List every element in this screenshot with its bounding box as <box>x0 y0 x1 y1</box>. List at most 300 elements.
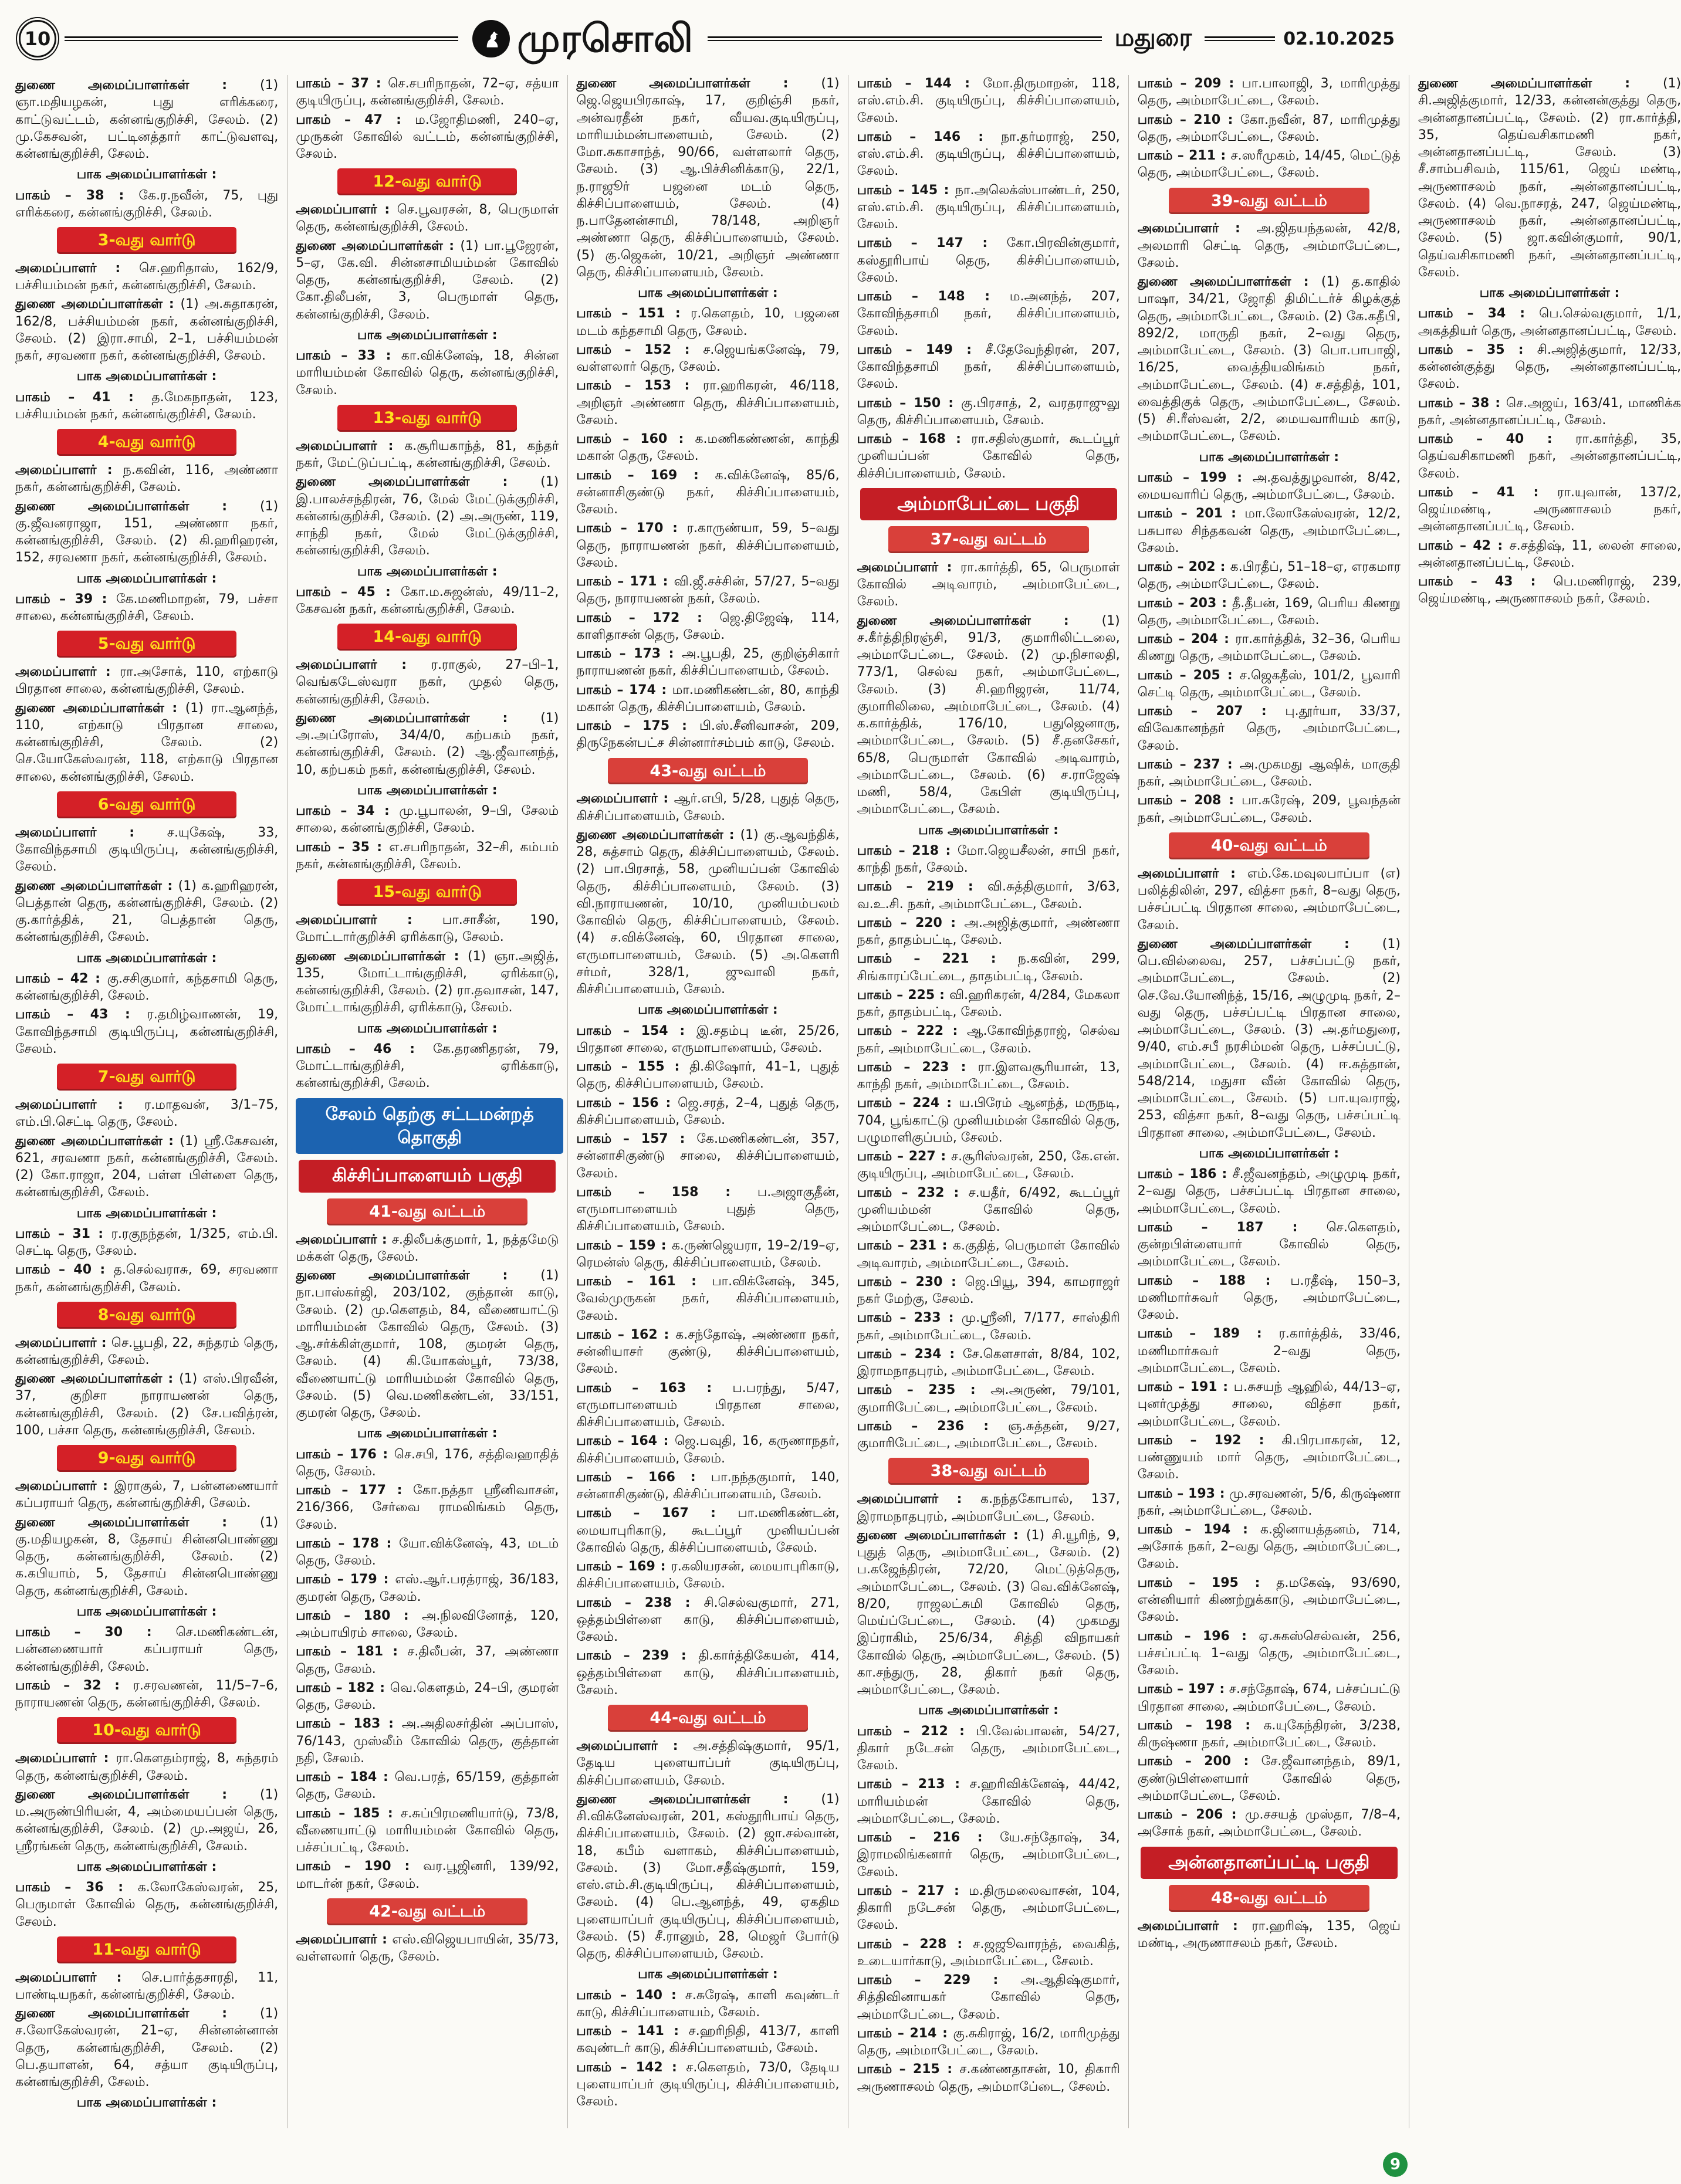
paragraph: அமைப்பாளர் : ரா.ஹரிஷ், 135, ஜெய் மண்டி, அருணாசலம் நகர், சேலம். <box>1137 1918 1401 1951</box>
paragraph: பாகம் – 148 : ம.அனந்த், 207, கோவிந்தசாமி நகர், கிச்சிப்பாளையம், சேலம். <box>857 289 1120 338</box>
paragraph: பாகம் – 205 : ச.ஜெகதீஸ், 101/2, பூவாரி செட்டி தெரு, அம்மாபேட்டை, சேலம். <box>1137 668 1401 700</box>
paragraph-label: துணை அமைப்பாளர்கள் : <box>15 1515 261 1530</box>
paragraph-label: அமைப்பாளர் : <box>296 1932 393 1947</box>
page-number-top: 10 <box>19 20 56 57</box>
paragraph: பாகம் – 238 : சி.செல்வகுமார், 271, ஒத்தம்பிள்ளை காடு, கிச்சிப்பாளையம், சேலம். <box>576 1595 840 1645</box>
paragraph-label: அமைப்பாளர் : <box>296 1232 392 1247</box>
paragraph: பாகம் – 191 : ப.சுசயந் ஆஹில், 44/13–ஏ, புனர்முத்து சாலை, வித்சா நகர், அம்மாபேட்டை, சேலம். <box>1137 1380 1401 1429</box>
paragraph-label: பாகம் – 209 : <box>1137 76 1242 91</box>
paragraph: பாகம் – 172 : ஜெ.திஜேஷ், 114, காளிதாசன் தெரு, சேலம். <box>576 610 840 642</box>
subsection-label: பாக அமைப்பாளர்கள் : <box>76 167 217 182</box>
paragraph-label: பாகம் – 237 : <box>1137 757 1240 772</box>
paragraph: அமைப்பாளர் : செ.பூவரசன், 8, பெருமாள் தெரு, கன்னங்குறிச்சி, சேலம். <box>296 202 559 235</box>
header-rule-middle <box>708 36 1101 41</box>
paragraph-label: பாகம் – 223 : <box>857 1059 978 1075</box>
paragraph: பாகம் – 160 : க.மணிகண்ணன், காந்தி மகான் தெரு, சேலம். <box>576 432 840 464</box>
paragraph-label: பாகம் – 38 : <box>1418 395 1507 411</box>
paragraph-label: பாகம் – 202 : <box>1137 560 1230 575</box>
paragraph-label: பாகம் – 148 : <box>857 289 1010 304</box>
paragraph-label: பாகம் – 213 : <box>857 1777 970 1792</box>
paragraph: பாகம் – 141 : ச.ஹரிநிதி, 413/7, காளி கவுண்டர் காடு, கிச்சிப்பாளையம், சேலம். <box>576 2024 840 2056</box>
paragraph: துணை அமைப்பாளர்கள் : (1) கு.ஆவந்திக், 28, சுத்சாம் தெரு, கிச்சிப்பாளையம், சேலம். (2) பா.பிரசாத், 58, முனியப்பன் கோவில் தெரு, கிச்சிப்பாளையம், சேலம். (3) வி.நாராயணன், 10/10, முனியம்பலம் கோவில் தெரு, கிச்சிப்பாளையம், சேலம். (4) ச.விக்னேஷ், 60, பிரதான சாலை, எருமாபாளையம், சேலம். (5) அ.கெளரி சர்மர், 328/1, ஜுவாலி நகர், கிச்சிப்பாளையம், சேலம். <box>576 827 840 997</box>
paragraph-label: அமைப்பாளர் : <box>1137 221 1257 236</box>
paragraph: பாகம் – 145 : நா.அலெக்ஸ்பாண்டர், 250, எஸ்.எம்.சி. குடியிருப்பு, கிச்சிப்பாளையம், சேலம். <box>857 182 1120 232</box>
paragraph-label: பாகம் – 40 : <box>15 1262 114 1278</box>
paragraph-label: பாகம் – 32 : <box>15 1678 133 1693</box>
paragraph: அமைப்பாளர் : க.நந்தகோபால், 137, இராமநாதபுரம், அம்மாபேட்டை, சேலம். <box>857 1492 1120 1524</box>
subsection-label: பாக அமைப்பாளர்கள் : <box>357 1021 498 1036</box>
paragraph-label: பாகம் – 155 : <box>576 1059 690 1075</box>
paragraph: பாகம் – 174 : மா.மணிகண்டன், 80, காந்தி மகான் தெரு, கிச்சிப்பாளையம், சேலம். <box>576 682 840 715</box>
paragraph: பாகம் – 194 : க.ஜினாயத்தனம், 714, அசோக் நகர், 2–வது தெரு, அம்மாபேட்டை, சேலம். <box>1137 1522 1401 1572</box>
paragraph: துணை அமைப்பாளர்கள் : (1) எஸ்.பிரவீன், 37, குறிசா நாராயணன் தெரு, கன்னங்குறிச்சி, சேலம். (2) சே.பவித்ரன், 100, பச்சா தெரு, கன்னங்குறிச்சி, சேலம். <box>15 1372 279 1438</box>
paragraph-label: பாகம் – 170 : <box>576 521 687 536</box>
paragraph: பாகம் – 153 : ரா.ஹரிகரன், 46/118, அறிஞர் அண்ணா தெரு, கிச்சிப்பாளையம், சேலம். <box>576 378 840 428</box>
paragraph-label: பாகம் – 224 : <box>857 1096 959 1111</box>
paragraph: பாகம் – 203 : தீ.தீபன், 169, பெரிய கிணறு தெரு, அம்மாபேட்டை, சேலம். <box>1137 595 1401 628</box>
paragraph: துணை அமைப்பாளர்கள் : (1) ஸ்ரீ.கேசவன், 621, சரவணா நகர், கன்னங்குறிச்சி, சேலம். (2) கோ.ராஜா, 204, பள்ள பிள்ளை தெரு, கன்னங்குறிச்சி, சேலம். <box>15 1133 279 1200</box>
ward-header: 14-வது வார்டு <box>337 624 517 651</box>
paragraph-label: பாகம் – 166 : <box>576 1469 711 1485</box>
paragraph: பாகம் – 197 : ச.சந்தோஷ், 674, பச்சப்பட்டு பிரதான சாலை, அம்மாபேட்டை, சேலம். <box>1137 1682 1401 1714</box>
paragraph-label: பாகம் – 151 : <box>576 306 691 321</box>
paragraph: பாகம் – 193 : மு.சரவணன், 5/6, கிருஷ்ணா நகர், அம்மாபேட்டை, சேலம். <box>1137 1486 1401 1518</box>
paragraph-label: பாகம் – 163 : <box>576 1380 733 1396</box>
paragraph: பாகம் – 220 : அ.அஜித்குமார், அண்ணா நகர், தாதம்பட்டி, சேலம். <box>857 915 1120 948</box>
paragraph-label: பாகம் – 215 : <box>857 2062 960 2077</box>
circle-header: 42-வது வட்டம் <box>327 1898 527 1925</box>
paragraph: பாகம் – 154 : இ.சதம்பு டீன், 25/26, பிரதான சாலை, எருமாபாளையம், சேலம். <box>576 1023 840 1055</box>
paragraph-label: பாகம் – 181 : <box>296 1644 408 1660</box>
paragraph-label: பாகம் – 191 : <box>1137 1380 1234 1395</box>
paragraph-label: பாகம் – 197 : <box>1137 1682 1229 1697</box>
paragraph-label: துணை அமைப்பாளர்கள் : <box>296 238 461 253</box>
paragraph: பாகம் – 150 : கு.பிரசாத், 2, வரதராஜுலு தெரு, கிச்சிப்பாளையம், சேலம். <box>857 395 1120 428</box>
paragraph: பாகம் – 158 : ப.அஜாகுதீன், எருமாபாளையம் புதுத் தெரு, கிச்சிப்பாளையம், சேலம். <box>576 1184 840 1234</box>
subsection-label: பாக அமைப்பாளர்கள் : <box>76 1604 217 1619</box>
paragraph: பாகம் – 167 : பா.மணிகண்டன், மையாபுரிகாடு, கூடப்பூர் முனியப்பன் கோவில் தெரு, கிச்சிப்பாளையம், சேலம். <box>576 1506 840 1555</box>
paragraph-label: பாகம் – 182 : <box>296 1680 390 1695</box>
paragraph-label: துணை அமைப்பாளர்கள் : <box>15 78 261 93</box>
paragraph-label: துணை அமைப்பாளர்கள் : <box>15 2006 261 2022</box>
paragraph-label: பாகம் – 39 : <box>15 591 116 607</box>
paragraph-label: பாகம் – 193 : <box>1137 1486 1230 1501</box>
paragraph-label: அமைப்பாளர் : <box>296 658 431 673</box>
paragraph: பாகம் – 188 : ப.ரதீஷ், 150–3, மணிமார்சுவர் தெரு, அம்மாபேட்டை, சேலம். <box>1137 1273 1401 1323</box>
paragraph-label: பாகம் – 146 : <box>857 129 1002 144</box>
paragraph: பாகம் – 43 : ர.தமிழ்வாணன், 19, கோவிந்தசாமி குடியிருப்பு, கன்னங்குறிச்சி, சேலம். <box>15 1007 279 1057</box>
paragraph: பாகம் – 180 : அ.நிலவினோத், 120, அம்பாயிரம் சாலை, சேலம். <box>296 1608 559 1641</box>
paragraph-label: பாகம் – 41 : <box>15 390 152 405</box>
paragraph-label: பாகம் – 227 : <box>857 1149 951 1164</box>
paragraph: பாகம் – 179 : எஸ்.ஆர்.பரத்ராஜ், 36/183, குமரன் தெரு, சேலம். <box>296 1572 559 1604</box>
paragraph-label: பாகம் – 221 : <box>857 952 1018 967</box>
paragraph-label: துணை அமைப்பாளர்கள் : <box>576 76 821 91</box>
paragraph-label: பாகம் – 204 : <box>1137 632 1236 647</box>
edition-name: மதுரை <box>1114 22 1192 52</box>
paragraph-label: பாகம் – 43 : <box>1418 574 1554 589</box>
subsection-label: பாக அமைப்பாளர்கள் : <box>357 783 498 798</box>
paragraph: பாகம் – 183 : அ.அதிலசர்தின் அப்பாஸ், 76/143, முஸ்லீம் கோவில் தெரு, குத்தான் நதி, சேலம். <box>296 1716 559 1766</box>
paragraph-label: பாகம் – 211 : <box>1137 148 1231 163</box>
paragraph: பாகம் – 224 : ய.பிரேம் ஆனந்த், மருநடி, 704, பூங்காட்டு முனியம்மன் கோவில் தெரு, பழுமாளிகுப்பம், சேலம். <box>857 1096 1120 1145</box>
paragraph-label: பாகம் – 47 : <box>296 112 415 127</box>
news-columns <box>15 75 1681 2128</box>
masthead-title: முரசொலி <box>517 16 694 61</box>
paragraph-label: அமைப்பாளர் : <box>1137 866 1247 881</box>
paragraph: பாகம் – 159 : க.ருண்ஜெயரா, 19–2/19–ஏ, ரெமன்ஸ் தெரு, கிச்சிப்பாளையம், சேலம். <box>576 1238 840 1270</box>
paragraph-label: துணை அமைப்பாளர்கள் : <box>576 1792 821 1807</box>
paragraph: துணை அமைப்பாளர்கள் : (1) சி.யூரிந், 9, புதுத் தெரு, அம்மாபேட்டை, சேலம். (2) ப.கஜேந்திரன், 72/20, மெட்டுத்தெரு, அம்மாபேட்டை, சேலம். (3) வெ.விக்னேஷ், 8/20, ராஜலட்சுமி கோவில் தெரு, மெய்ப்பேட்டை, சேலம். (4) முகமது இப்ராகிம், 25/6/34, சித்தி விநாயகர் கோவில் தெரு, அம்மாபேட்டை, சேலம். (5) கா.சந்துரு, 28, திகார் நகர் தெரு, அம்மாபேட்டை, சேலம். <box>857 1528 1120 1698</box>
paragraph: பாகம் – 196 : ஏ.சுகஸ்செல்வன், 256, பச்சப்பட்டி 1–வது தெரு, அம்மாபேட்டை, சேலம். <box>1137 1628 1401 1678</box>
paragraph: அமைப்பாளர் : அ.ஜிதயந்தலன், 42/8, அலமாரி செட்டி தெரு, அம்மாபேட்டை, சேலம். <box>1137 221 1401 270</box>
paragraph-label: துணை அமைப்பாளர்கள் : <box>15 1133 180 1149</box>
circle-header: 48-வது வட்டம் <box>1169 1885 1369 1912</box>
paragraph-label: பாகம் – 142 : <box>576 2060 686 2075</box>
paragraph: அமைப்பாளர் : ர.மாதவன், 3/1–75, எம்.பி.செட்டி தெரு, சேலம். <box>15 1098 279 1130</box>
paragraph-label: பாகம் – 199 : <box>1137 470 1253 485</box>
paragraph-label: பாகம் – 144 : <box>857 76 983 91</box>
paragraph: பாகம் – 190 : வர.பூஜினரி, 139/92, மாடர்ன் நகர், சேலம். <box>296 1859 559 1891</box>
paragraph: பாகம் – 38 : செ.அஜய், 163/41, மாணிக்க நகர், அன்னதானப்பட்டி, சேலம். <box>1418 395 1681 428</box>
paragraph: பாகம் – 214 : கு.சுகிராஜ், 16/2, மாரிமுத்து தெரு, அம்மாபேட்டை, சேலம். <box>857 2026 1120 2058</box>
paragraph: பாகம் – 189 : ர.கார்த்திக், 33/46, மணிமார்சுவர் 2–வது தெரு, அம்மாபேட்டை, சேலம். <box>1137 1326 1401 1376</box>
region-header: அம்மாபேட்டை பகுதி <box>860 488 1117 520</box>
ward-header: 9-வது வார்டு <box>57 1445 236 1472</box>
subsection-label: பாக அமைப்பாளர்கள் : <box>638 286 778 300</box>
paragraph-label: பாகம் – 150 : <box>857 395 962 411</box>
paragraph: பாகம் – 222 : ஆ.கோவிந்தராஜ், செல்வ நகர், அம்மாபேட்டை, சேலம். <box>857 1024 1120 1056</box>
paragraph-label: பாகம் – 41 : <box>1418 485 1558 500</box>
paragraph: பாகம் – 202 : க.பிரதீப், 51–18–ஏ, எரகமார தெரு, அம்மாபேட்டை, சேலம். <box>1137 560 1401 592</box>
paragraph: பாகம் – 198 : க.யுகேந்திரன், 3/238, கிருஷ்ணா நகர், அம்மாபேட்டை, சேலம். <box>1137 1718 1401 1750</box>
paragraph-label: பாகம் – 156 : <box>576 1095 678 1110</box>
paragraph-label: பாகம் – 190 : <box>296 1859 424 1874</box>
paragraph-label: அமைப்பாளர் : <box>15 1335 111 1350</box>
paragraph: அமைப்பாளர் : எஸ்.விஜெயபாயின், 35/73, வள்ளலார் தெரு, சேலம். <box>296 1932 559 1964</box>
subsection-label: பாக அமைப்பாளர்கள் : <box>1199 449 1340 465</box>
paragraph: பாகம் – 161 : பா.விக்னேஷ், 345, வேல்முருகன் நகர், கிச்சிப்பாளையம், சேலம். <box>576 1274 840 1323</box>
paragraph: பாகம் – 40 : ரா.கார்த்தி, 35, தெய்வசிகாமணி நகர், அன்னதானப்பட்டி, சேலம். <box>1418 432 1681 481</box>
paragraph-label: பாகம் – 232 : <box>857 1185 969 1200</box>
paragraph-label: பாகம் – 203 : <box>1137 595 1233 611</box>
paragraph: அமைப்பாளர் : ர.ராகுல், 27–பி–1, வெங்கடேஸ்வரா நகர், முதல் தெரு, கன்னங்குறிச்சி, சேலம். <box>296 658 559 707</box>
paragraph-label: பாகம் – 201 : <box>1137 506 1245 522</box>
paragraph: பாகம் – 163 : ப.பரந்து, 5/47, எருமாபாளையம் பிரதான சாலை, கிச்சிப்பாளையம், சேலம். <box>576 1380 840 1430</box>
paragraph: பாகம் – 187 : செ.கௌதம், குன்றபிள்ளையார் கோவில் தெரு, அம்மாபேட்டை, சேலம். <box>1137 1220 1401 1269</box>
paragraph-label: பாகம் – 219 : <box>857 879 987 895</box>
paragraph: பாகம் – 199 : அ.தவத்துழவான், 8/42, மையவாரிப் தெரு, அம்மாபேட்டை, சேலம். <box>1137 470 1401 503</box>
paragraph: பாகம் – 209 : பா.பாலாஜி, 3, மாரிமுத்து தெரு, அம்மாபேட்டை, சேலம். <box>1137 76 1401 109</box>
paragraph-label: பாகம் – 208 : <box>1137 793 1242 808</box>
paragraph: பாகம் – 219 : வி.சுத்திகுமார், 3/63, வ.உ.சி. நகர், அம்மாபேட்டை, சேலம். <box>857 879 1120 912</box>
subsection-label: பாக அமைப்பாளர்கள் : <box>76 369 217 384</box>
subsection-label: பாக அமைப்பாளர்கள் : <box>357 1426 498 1441</box>
paragraph: பாகம் – 170 : ர.காருண்யா, 59, 5–வது தெரு, நாராயணன் நகர், கிச்சிப்பாளையம், சேலம். <box>576 521 840 570</box>
paragraph-label: அமைப்பாளர் : <box>15 665 120 680</box>
ward-header: 10-வது வார்டு <box>57 1717 236 1744</box>
subsection-label: பாக அமைப்பாளர்கள் : <box>357 327 498 343</box>
paragraph-label: துணை அமைப்பாளர்கள் : <box>1418 76 1663 91</box>
paragraph-label: பாகம் – 187 : <box>1137 1220 1327 1235</box>
circle-header: 39-வது வட்டம் <box>1169 188 1369 215</box>
paragraph-label: பாகம் – 153 : <box>576 378 703 394</box>
paragraph: பாகம் – 207 : பு.தூர்யா, 33/37, விவேகானந்தர் தெரு, அம்மாபேட்டை, சேலம். <box>1137 704 1401 753</box>
issue-date: 02.10.2025 <box>1283 28 1395 49</box>
paragraph-label: பாகம் – 218 : <box>857 843 958 858</box>
paragraph: அமைப்பாளர் : செ.பூபதி, 22, சுந்தரம் தெரு, கன்னங்குறிச்சி, சேலம். <box>15 1335 279 1367</box>
paragraph: துணை அமைப்பாளர்கள் : (1) சி.விக்னேஸ்வரன், 201, கஸ்தூரிபாய் தெரு, கிச்சிப்பாளையம், சேலம். (2) ஜா.சல்வான், 18, கபீம் வளாகம், கிச்சிப்பாளையம், சேலம். (3) மோ.சதீஷ்குமார், 159, எஸ்.எம்.சி.குடியிருப்பு, கிச்சிப்பாளையம், சேலம். (4) பெ.ஆனந்த், 49, ஏகதிம புளையாப்பர் குடியிருப்பு, கிச்சிப்பாளையம், சேலம். (5) சீ.ரானும், 28, மெஜர் போர்டு தெரு, கிச்சிப்பாளையம், சேலம். <box>576 1792 840 1962</box>
paragraph-label: பாகம் – 157 : <box>576 1132 697 1147</box>
paragraph: துணை அமைப்பாளர்கள் : (1) ச.கீர்த்திநிரஞ்சி, 91/3, குமாரிலிட்டலை, அம்மாபேட்டை, சேலம். (2) மு.நிசாலதி, 773/1, செல்வ நகர், அம்மாபேட்டை, சேலம். (3) சி.ஹரிஜரன், 11/74, குமாரிலிலை, அம்மாபேட்டை, சேலம். (4) க.கார்த்திக், 176/10, பதுஜெனாரு, அம்மாபேட்டை, சேலம். (5) சீ.தனசேகர், 65/8, பெருமாள் கோவில் அடிவாரம், அம்மாபேட்டை, சேலம். (6) ச.ராஜேஷ் மணி, 58/4, கேபிள் குடியிருப்பு, அம்மாபேட்டை, சேலம். <box>857 613 1120 817</box>
paragraph-label: பாகம் – 33 : <box>296 348 401 364</box>
paragraph: பாகம் – 38 : கே.ர.நவீன், 75, புது எரிக்கரை, கன்னங்குறிச்சி, சேலம். <box>15 188 279 220</box>
paragraph-label: பாகம் – 158 : <box>576 1184 757 1200</box>
paragraph-label: அமைப்பாளர் : <box>576 791 674 807</box>
paragraph: அமைப்பாளர் : செ.ஹரிதாஸ், 162/9, பச்சியம்மன் நகர், கன்னங்குறிச்சி, சேலம். <box>15 260 279 293</box>
paragraph-label: துணை அமைப்பாளர்கள் : <box>15 1787 261 1802</box>
paragraph-label: பாகம் – 225 : <box>857 987 949 1003</box>
paragraph-label: பாகம் – 164 : <box>576 1434 675 1449</box>
ward-header: 7-வது வார்டு <box>57 1064 236 1091</box>
paragraph: பாகம் – 239 : தி.கார்த்திகேயன், 414, ஒத்தம்பிள்ளை காடு, கிச்சிப்பாளையம், சேலம். <box>576 1648 840 1698</box>
circle-header: 38-வது வட்டம் <box>888 1458 1089 1485</box>
paragraph-label: பாகம் – 231 : <box>857 1238 953 1254</box>
paragraph-label: பாகம் – 194 : <box>1137 1522 1260 1538</box>
subsection-label: பாக அமைப்பாளர்கள் : <box>76 571 217 586</box>
paragraph-label: அமைப்பாளர் : <box>15 1479 114 1494</box>
paragraph-label: பாகம் – 160 : <box>576 432 695 446</box>
paragraph-label: அமைப்பாளர் : <box>15 825 167 840</box>
masthead-group <box>466 16 699 61</box>
paragraph-label: துணை அமைப்பாளர்கள் : <box>15 499 261 514</box>
paragraph-label: பாகம் – 238 : <box>576 1595 704 1610</box>
paragraph: பாகம் – 221 : ந.கவின், 299, சிங்காரப்பேட்டை, தாதம்பட்டி, சேலம். <box>857 952 1120 984</box>
paragraph: பாகம் – 40 : த.செல்வராசு, 69, சரவணா நகர், கன்னங்குறிச்சி, சேலம். <box>15 1262 279 1295</box>
paragraph-label: பாகம் – 192 : <box>1137 1433 1282 1448</box>
paragraph-label: பாகம் – 172 : <box>576 610 720 625</box>
paragraph-label: பாகம் – 207 : <box>1137 704 1286 719</box>
paragraph: பாகம் – 142 : ச.கௌதம், 73/0, தேடிய புளையாப்பர் குடியிருப்பு, கிச்சிப்பாளையம், சேலம். <box>576 2060 840 2109</box>
paragraph: பாகம் – 213 : ச.ஹரிவிக்னேஷ், 44/42, மாரியம்மன் கோவில் தெரு, அம்மாபேட்டை, சேலம். <box>857 1777 1120 1826</box>
paragraph-label: பாகம் – 228 : <box>857 1936 973 1952</box>
paragraph-label: பாகம் – 196 : <box>1137 1628 1259 1644</box>
paragraph: பாகம் – 151 : ர.கௌதம், 10, பஜனை மடம் கந்தசாமி தெரு, சேலம். <box>576 306 840 338</box>
paragraph-label: துணை அமைப்பாளர்கள் : <box>15 878 178 893</box>
paragraph: பாகம் – 231 : க.குதித், பெருமாள் கோவில் அடிவாரம், அம்மாபேட்டை, சேலம். <box>857 1238 1120 1271</box>
paragraph-label: பாகம் – 179 : <box>296 1572 395 1587</box>
paragraph: அமைப்பாளர் : ரா.கார்த்தி, 65, பெருமாள் கோவில் அடிவாரம், அம்மாபேட்டை, சேலம். <box>857 560 1120 610</box>
paragraph-label: துணை அமைப்பாளர்கள் : <box>15 1372 180 1387</box>
paragraph: பாகம் – 206 : மு.சசயத் முஸ்தா, 7/8–4, அசோக் நகர், அம்மாபேட்டை, சேலம். <box>1137 1807 1401 1840</box>
paragraph: பாகம் – 37 : செ.சபரிநாதன், 72–ஏ, சத்யா குடியிருப்பு, கன்னங்குறிச்சி, சேலம். <box>296 76 559 109</box>
paragraph-label: பாகம் – 31 : <box>15 1226 111 1241</box>
subsection-label: பாக அமைப்பாளர்கள் : <box>76 1206 217 1221</box>
paragraph-label: பாகம் – 34 : <box>296 804 400 819</box>
paragraph: அமைப்பாளர் : க.சூரியகாந்த், 81, கந்தர் நகர், மேட்டுப்பட்டி, கன்னங்குறிச்சி, சேலம். <box>296 438 559 471</box>
paragraph-label: பாகம் – 220 : <box>857 915 965 930</box>
paragraph: அமைப்பாளர் : ரா.கௌதம்ராஜ், 8, சுந்தரம் தெரு, கன்னங்குறிச்சி, சேலம். <box>15 1751 279 1783</box>
constituency-header: சேலம் தெற்கு சட்டமன்றத் தொகுதி <box>296 1098 563 1154</box>
paragraph-label: பாகம் – 46 : <box>296 1041 433 1057</box>
paragraph: பாகம் – 223 : ரா.இளவசூரியான், 13, காந்தி நகர், அம்மாபேட்டை, சேலம். <box>857 1059 1120 1092</box>
paragraph: பாகம் – 47 : ம.ஜோதிமணி, 240–ஏ, முருகன் கோவில் வட்டம், கன்னங்குறிச்சி, சேலம். <box>296 112 559 161</box>
paragraph: பாகம் – 157 : கே.மணிகண்டன், 357, சன்னாசிகுண்டு சாலை, கிச்சிப்பாளையம், சேலம். <box>576 1132 840 1181</box>
paragraph-label: பாகம் – 180 : <box>296 1608 422 1623</box>
paragraph: பாகம் – 185 : ச.சுப்பிரமணியார்டு, 73/8, வீணையாட்டு மாரியம்மன் கோவில் தெரு, பச்சப்பட்டி, சேலம். <box>296 1806 559 1855</box>
paragraph: அமைப்பாளர் : ச.திலீபக்குமார், 1, நத்தமேடு மக்கள் தெரு, சேலம். <box>296 1232 559 1264</box>
page-header <box>15 11 1401 67</box>
paragraph: பாகம் – 234 : சே.கௌசாள், 8/84, 102, இராமநாதபுரம், அம்மாபேட்டை, சேலம். <box>857 1346 1120 1379</box>
paragraph-label: பாகம் – 212 : <box>857 1724 976 1739</box>
paragraph: பாகம் – 175 : பி.ஸ்.சீனிவாசன், 209, திருநேகன்பட்ச சின்னார்சம்பம் காடு, சேலம். <box>576 719 840 751</box>
paragraph: அமைப்பாளர் : எம்.கே.மவுலபாப்பா (எ) பலித்திலின், 297, வித்சா நகர், 8–வது தெரு, பச்சப்பட்டி பிரதான சாலை, அம்மாபேட்டை, சேலம். <box>1137 866 1401 933</box>
paragraph: பாகம் – 204 : ரா.கார்த்திக், 32–36, பெரிய கிணறு தெரு, அம்மாபேட்டை, சேலம். <box>1137 632 1401 664</box>
paragraph-label: பாகம் – 230 : <box>857 1274 965 1289</box>
paragraph: துணை அமைப்பாளர்கள் : (1) த.காதில் பாஷா, 34/21, ஜோதி திமிட்டர்ச் கிழக்குத் தெரு, அம்மாபேட்டை, சேலம். (2) கே.கதீபி, 892/2, மாருதி நகர், 2–வது தெரு, அம்மாபேட்டை, சேலம். (3) பொ.பாபாஜி, 16/25, வைத்தியலிங்கம் நகர், அம்மாபேட்டை, சேலம். (4) ச.சத்தித், 101, வைத்திகுக் தெரு, அம்மாபேட்டை, சேலம். (5) சி.ரீஸ்வன், 2/2, மையவாரியம் காடு, அம்மாபேட்டை, சேலம். <box>1137 275 1401 444</box>
paragraph-label: பாகம் – 45 : <box>296 584 401 600</box>
paragraph: பாகம் – 41 : த.மேகநாதன், 123, பச்சியம்மன் நகர், கன்னங்குறிச்சி, சேலம். <box>15 390 279 422</box>
paragraph: துணை அமைப்பாளர்கள் : (1) அ.சுதாகரன், 162/8, பச்சியம்மன் நகர், கன்னங்குறிச்சி, சேலம். (2) இரா.சாமி, 2–1, பச்சியம்மன் நகர், சரவணா நகர், கன்னங்குறிச்சி, சேலம். <box>15 297 279 364</box>
region-header: கிச்சிப்பாளையம் பகுதி <box>299 1160 556 1192</box>
subsection-label: பாக அமைப்பாளர்கள் : <box>76 2095 217 2111</box>
paragraph-label: பாகம் – 217 : <box>857 1883 969 1898</box>
paragraph-label: பாகம் – 184 : <box>296 1770 395 1785</box>
paragraph: துணை அமைப்பாளர்கள் : (1) ம.அருண்பிரியன், 4, அம்மையப்பன் தெரு, கன்னங்குறிச்சி, சேலம். (2) மு.அஜய், 26, ஸ்ரீரங்கன் தெரு, கன்னங்குறிச்சி, சேலம். <box>15 1787 279 1854</box>
paragraph-label: பாகம் – 35 : <box>1418 342 1537 357</box>
subsection-label: பாக அமைப்பாளர்கள் : <box>357 564 498 579</box>
paragraph: துணை அமைப்பாளர்கள் : (1) நா.பாஸ்கர்ஜி, 203/102, குந்தான் காடு, சேலம். (2) மு.கௌதம், 84, வீணையாட்டு மாரியம்மன் கோவில் தெரு, சேலம். (3) ஆ.சர்க்கிள்குமார், 108, குமரன் தெரு, சேலம். (4) கி.யோகஸ்பூர், 73/38, வீணையாட்டு மாரியம்மன் கோவில் தெரு, சேலம். (5) வெ.மணிகண்டன், 33/151, குமரன் தெரு, சேலம். <box>296 1268 559 1421</box>
paragraph-label: பாகம் – 169 : <box>576 468 715 483</box>
paragraph: பாகம் – 42 : ச.சத்திஷ், 11, லைன் சாலை, அன்னதானப்பட்டி, சேலம். <box>1418 538 1681 570</box>
paragraph-label: பாகம் – 178 : <box>296 1536 399 1551</box>
paragraph: பாகம் – 146 : நா.தர்மராஜ், 250, எஸ்.எம்.சி. குடியிருப்பு, கிச்சிப்பாளையம், சேலம். <box>857 129 1120 179</box>
paragraph: பாகம் – 168 : ரா.சதிஸ்குமார், கூடப்பூர் முனியப்பன் கோவில் தெரு, கிச்சிப்பாளையம், சேலம். <box>857 432 1120 481</box>
paragraph-label: அமைப்பாளர் : <box>296 913 442 928</box>
page-number-bottom: 9 <box>1383 2152 1408 2177</box>
paragraph: பாகம் – 140 : ச.சுரேஷ், காளி கவுண்டர் காடு, கிச்சிப்பாளையம், சேலம். <box>576 1987 840 2020</box>
paragraph: அமைப்பாளர் : ச.யுகேஷ், 33, கோவிந்தசாமி குடியிருப்பு, கன்னங்குறிச்சி, சேலம். <box>15 825 279 875</box>
paragraph-label: அமைப்பாளர் : <box>576 1739 694 1754</box>
paragraph: பாகம் – 34 : மு.பூபாலன், 9–பி, சேலம் சாலை, கன்னங்குறிச்சி, சேலம். <box>296 804 559 836</box>
paragraph: பாகம் – 201 : மா.லோகேஸ்வரன், 12/2, பசுபால சிந்தகவன் தெரு, அம்மாபேட்டை, சேலம். <box>1137 506 1401 556</box>
paragraph-label: பாகம் – 185 : <box>296 1806 401 1821</box>
paragraph-label: துணை அமைப்பாளர்கள் : <box>296 475 541 490</box>
paragraph: அமைப்பாளர் : பா.சாசீன், 190, மோட்டார்குறிச்சி ஏரிக்காடு, சேலம். <box>296 913 559 945</box>
paragraph: துணை அமைப்பாளர்கள் : (1) பெ.வில்லைவ, 257, பச்சப்பட்டு நகர், அம்மாபேட்டை, சேலம். (2) செ.வே.யோனிந்த், 15/16, அழுமுடி நகர், 2–வது தெரு, பச்சப்பட்டி பிரதான சாலை, அம்மாபேட்டை, சேலம். (3) அ.தர்மதுரை, 9/40, எம்.சபீ நரசிம்மன் தெரு, பச்சப்பட்டு, அம்மாபேட்டை, சேலம். (4) ஈ.சுத்தான், 548/214, மதுசா வீன் கோவில் தெரு, அம்மாபேட்டை, சேலம். (5) பா.யுவராஜ், 253, வித்சா நகர், 8–வது தெரு, பச்சப்பட்டி பிரதான சாலை, அம்மாபேட்டை, சேலம். <box>1137 936 1401 1140</box>
paragraph: துணை அமைப்பாளர்கள் : (1) க.ஹரிஹரன், பெத்தான் தெரு, கன்னங்குறிச்சி, சேலம். (2) கு.கார்த்திக், 21, பெத்தான் தெரு, கன்னங்குறிச்சி, சேலம். <box>15 878 279 945</box>
paragraph-label: பாகம் – 200 : <box>1137 1754 1261 1769</box>
paragraph-label: அமைப்பாளர் : <box>15 1970 142 1985</box>
paragraph-label: பாகம் – 162 : <box>576 1327 676 1342</box>
paragraph: பாகம் – 186 : சீ.ஜீவனந்தம், அழுமுடி நகர், 2–வது தெரு, பச்சப்பட்டி பிரதான சாலை, அம்மாபேட்டை, சேலம். <box>1137 1167 1401 1216</box>
paragraph-label: பாகம் – 176 : <box>296 1447 394 1462</box>
paragraph-label: பாகம் – 186 : <box>1137 1167 1233 1182</box>
paragraph: பாகம் – 169 : க.விக்னேஷ், 85/6, சன்னாசிகுண்டு நகர், கிச்சிப்பாளையம், சேலம். <box>576 468 840 517</box>
paragraph-label: அமைப்பாளர் : <box>857 560 960 575</box>
paragraph: பாகம் – 144 : மோ.திருமாறன், 118, எஸ்.எம்.சி. குடியிருப்பு, கிச்சிப்பாளையம், சேலம். <box>857 76 1120 126</box>
paragraph: அமைப்பாளர் : அ.சத்திஷ்குமார், 95/1, தேடிய புளையாப்பர் குடியிருப்பு, கிச்சிப்பாளையம், சேலம். <box>576 1739 840 1788</box>
paragraph-label: பாகம் – 169 : <box>576 1559 671 1574</box>
paragraph-label: துணை அமைப்பாளர்கள் : <box>857 613 1102 628</box>
paragraph-label: பாகம் – 168 : <box>857 432 972 446</box>
paragraph: பாகம் – 45 : கோ.ம.சுஜன்ஸ், 49/11–2, கேசவன் நகர், கன்னங்குறிச்சி, சேலம். <box>296 584 559 617</box>
subsection-label: பாக அமைப்பாளர்கள் : <box>638 1967 778 1982</box>
paragraph: பாகம் – 164 : ஜெ.பவுதி, 16, கருணாநதர், கிச்சிப்பாளையம், சேலம். <box>576 1434 840 1466</box>
paragraph-label: பாகம் – 195 : <box>1137 1575 1277 1590</box>
paragraph-label: பாகம் – 233 : <box>857 1311 962 1326</box>
paragraph: பாகம் – 147 : கோ.பிரவின்குமார், கஸ்தூரிபாய் தெரு, கிச்சிப்பாளையம், சேலம். <box>857 236 1120 285</box>
paragraph: பாகம் – 149 : சீ.தேவேந்திரன், 207, கோவிந்தசாமி நகர், கிச்சிப்பாளையம், சேலம். <box>857 342 1120 392</box>
paragraph-label: அமைப்பாளர் : <box>15 260 140 276</box>
paragraph: பாகம் – 184 : வெ.பரத், 65/159, குத்தான் தெரு, சேலம். <box>296 1770 559 1802</box>
paragraph-label: பாகம் – 34 : <box>1418 306 1540 321</box>
paragraph: துணை அமைப்பாளர்கள் : (1) கு.மதியழகன், 8, தேசாய் சின்னபொண்ணு தெரு, கன்னங்குறிச்சி, சேலம். (2) க.கபியாம், 5, தேசாய் சின்னபொண்ணு தெரு, கன்னங்குறிச்சி, சேலம். <box>15 1515 279 1599</box>
paragraph-label: பாகம் – 188 : <box>1137 1273 1291 1288</box>
paragraph-label: துணை அமைப்பாளர்கள் : <box>1137 936 1382 952</box>
paragraph: துணை அமைப்பாளர்கள் : (1) சி.அஜித்குமார், 12/33, கன்னன்குத்து தெரு, அன்னதானப்பட்டி, சேலம். (2) ரா.கார்த்தி, 35, தெய்வசிகாமணி நகர், அன்னதானப்பட்டி, சேலம். (3) சீ.சாம்பசிவம், 115/61, ஜெய் மண்டி, அருணாசலம் நகர், அன்னதானப்பட்டி, சேலம். (4) வெ.நாசரத், 247, ஜெய்மண்டி, அருணாசலம் நகர், அன்னதானப்பட்டி, சேலம். (5) ஜா.கவின்குமார், 90/1, தெய்வசிகாமணி நகர், அன்னதானப்பட்டி, சேலம். <box>1418 76 1681 280</box>
paragraph: பாகம் – 230 : ஜெ.பியூ, 394, காமராஜர் நகர் மேற்கு, சேலம். <box>857 1274 1120 1307</box>
ward-header: 4-வது வார்டு <box>57 429 236 456</box>
paragraph-label: பாகம் – 159 : <box>576 1238 672 1253</box>
paragraph: பாகம் – 166 : பா.நந்தகுமார், 140, சன்னாசிகுண்டு, கிச்சிப்பாளையம், சேலம். <box>576 1469 840 1502</box>
paragraph-label: அமைப்பாளர் : <box>296 438 405 453</box>
paragraph: பாகம் – 173 : அ.பூபதி, 25, குறிஞ்சிகார் நாராயணன் நகர், கிச்சிப்பாளையம், சேலம். <box>576 646 840 679</box>
paragraph-label: துணை அமைப்பாளர்கள் : <box>1137 275 1321 290</box>
paragraph: பாகம் – 208 : பா.சுரேஷ், 209, பூவந்தன் நகர், அம்மாபேட்டை, சேலம். <box>1137 793 1401 825</box>
paragraph: பாகம் – 225 : வி.ஹரிகரன், 4/284, மேகலா நகர், தாதம்பட்டி, சேலம். <box>857 987 1120 1020</box>
ward-header: 8-வது வார்டு <box>57 1302 236 1329</box>
paragraph-label: பாகம் – 210 : <box>1137 112 1240 127</box>
subsection-label: பாக அமைப்பாளர்கள் : <box>1479 286 1620 300</box>
paragraph: பாகம் – 162 : க.சந்தோஷ், அண்ணா நகர், சன்னியாசர் குண்டு, கிச்சிப்பாளையம், சேலம். <box>576 1327 840 1377</box>
subsection-label: பாக அமைப்பாளர்கள் : <box>918 822 1058 838</box>
paragraph: பாகம் – 30 : செ.மணிகண்டன், பன்னணையார் கப்பராயர் தெரு, கன்னங்குறிச்சி, சேலம். <box>15 1625 279 1674</box>
subsection-label: பாக அமைப்பாளர்கள் : <box>76 1859 217 1874</box>
paragraph-label: பாகம் – 38 : <box>15 188 139 203</box>
paragraph: அமைப்பாளர் : ந.கவின், 116, அண்ணா நகர், கன்னங்குறிச்சி, சேலம். <box>15 463 279 495</box>
region-header: அன்னதானப்பட்டி பகுதி <box>1141 1847 1398 1879</box>
paragraph: பாகம் – 46 : கே.தரணிதரன், 79, மோட்டாங்குறிச்சி, ஏரிக்காடு, கன்னங்குறிச்சி, சேலம். <box>296 1041 559 1091</box>
paragraph: பாகம் – 156 : ஜெ.சரத், 2–4, புதுத் தெரு, கிச்சிப்பாளையம், சேலம். <box>576 1095 840 1127</box>
circle-header: 41-வது வட்டம் <box>327 1198 527 1225</box>
header-rule-right <box>1205 36 1275 41</box>
paragraph: பாகம் – 233 : மு.ஸ்ரீனி, 7/177, சாஸ்திரி நகர், அம்மாபேட்டை, சேலம். <box>857 1311 1120 1343</box>
paragraph: பாகம் – 210 : கோ.நவீன், 87, மாரிமுத்து தெரு, அம்மாபேட்டை, சேலம். <box>1137 112 1401 144</box>
paragraph: பாகம் – 35 : எ.சபரிநாதன், 32–சி, கம்பம் நகர், கன்னங்குறிச்சி, சேலம். <box>296 839 559 872</box>
paragraph-label: பாகம் – 183 : <box>296 1716 402 1732</box>
paragraph-label: பாகம் – 147 : <box>857 236 1007 251</box>
ward-header: 12-வது வார்டு <box>337 168 517 195</box>
paragraph: பாகம் – 176 : செ.சபி, 176, சத்திவஹாதித் தெரு, சேலம். <box>296 1447 559 1479</box>
paragraph: பாகம் – 36 : க.லோகேஸ்வரன், 25, பெருமாள் கோவில் தெரு, கன்னங்குறிச்சி, சேலம். <box>15 1880 279 1929</box>
paragraph-label: பாகம் – 154 : <box>576 1023 697 1038</box>
paragraph: அமைப்பாளர் : செ.பார்த்தசாரதி, 11, பாண்டியநகர், கன்னங்குறிச்சி, சேலம். <box>15 1970 279 2002</box>
paragraph-label: பாகம் – 174 : <box>576 682 672 697</box>
paragraph-label: பாகம் – 234 : <box>857 1346 963 1362</box>
paragraph-label: பாகம் – 189 : <box>1137 1326 1279 1342</box>
paragraph-label: பாகம் – 35 : <box>296 839 390 855</box>
paragraph: துணை அமைப்பாளர்கள் : (1) ச.லோகேஸ்வரன், 21–ஏ, சின்னன்னான் தெரு, கன்னங்குறிச்சி, சேலம். (2) பெ.தயாளன், 64, சத்யா குடியிருப்பு, கன்னங்குறிச்சி, சேலம். <box>15 2006 279 2090</box>
paragraph-label: பாகம் – 173 : <box>576 646 682 661</box>
paragraph: அமைப்பாளர் : ரா.அசோக், 110, எற்காடு பிரதான சாலை, கன்னங்குறிச்சி, சேலம். <box>15 665 279 697</box>
paragraph-label: பாகம் – 236 : <box>857 1418 1009 1434</box>
paragraph: பாகம் – 152 : ச.ஜெயங்கனேஷ், 79, வள்ளலார் தெரு, சேலம். <box>576 342 840 374</box>
paragraph-label: துணை அமைப்பாளர்கள் : <box>15 297 181 312</box>
paragraph: பாகம் – 35 : சி.அஜித்குமார், 12/33, கன்னன்குத்து தெரு, அன்னதானப்பட்டி, சேலம். <box>1418 342 1681 392</box>
paragraph-label: பாகம் – 206 : <box>1137 1807 1246 1823</box>
paragraph-label: பாகம் – 216 : <box>857 1830 1000 1846</box>
